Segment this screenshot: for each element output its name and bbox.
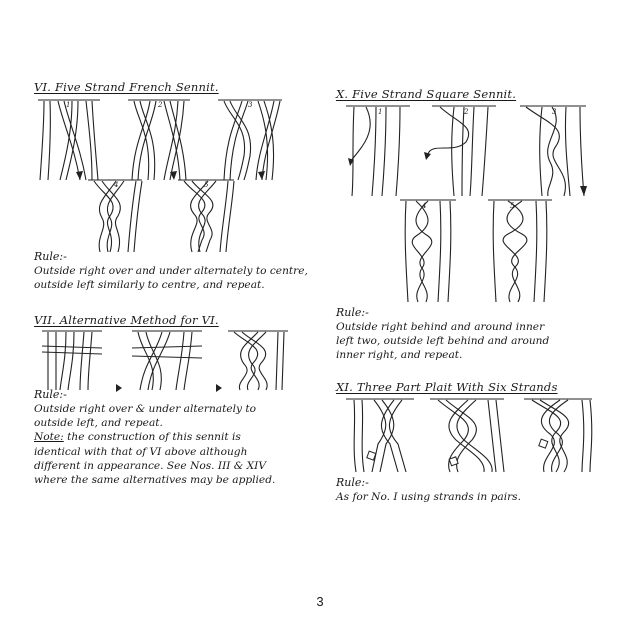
rule-label: Rule:- — [34, 388, 67, 401]
strand — [134, 101, 149, 180]
strand — [138, 332, 153, 390]
strand — [184, 181, 205, 252]
figure-vi-steps-1-3 — [30, 96, 290, 184]
step-label: 5 — [204, 181, 209, 189]
step-label: 5 — [510, 202, 515, 210]
figure-x-steps-1-3 — [336, 102, 596, 200]
figure-xi — [338, 396, 600, 474]
step-label: 2 — [158, 101, 163, 109]
strand — [230, 101, 248, 180]
arrow-icon — [216, 384, 222, 392]
figure-vii — [32, 328, 294, 392]
note-line: different in appearance. See Nos. III & XIV — [34, 459, 266, 472]
strand — [132, 346, 202, 358]
note-heading: Note: — [34, 431, 64, 444]
rule-line: Outside right behind and around inner — [336, 321, 545, 333]
rule-line: outside left, and repeat. — [34, 417, 163, 430]
rule-text-x — [336, 320, 549, 363]
arrow-icon — [580, 186, 587, 196]
rule-line: Outside right over & under alternately to — [34, 403, 257, 415]
step-label: 3 — [248, 101, 253, 109]
section-x-title: X. Five Strand Square Sennit. — [336, 87, 517, 101]
strand — [438, 201, 441, 302]
note-line: where the same alternatives may be applied. — [34, 474, 276, 487]
rule-label: Rule:- — [336, 476, 369, 489]
strand — [42, 346, 102, 354]
strand — [493, 201, 496, 302]
arrow-icon — [116, 384, 122, 392]
strand — [86, 101, 92, 180]
strand — [488, 400, 504, 472]
step-label: 3 — [552, 108, 557, 116]
step-label: 1 — [66, 101, 71, 109]
figure-x-steps-4-5 — [392, 196, 572, 306]
strand — [526, 107, 565, 196]
strand — [470, 107, 474, 196]
strand — [256, 101, 274, 180]
strand — [132, 101, 150, 180]
strand — [462, 107, 464, 196]
step-label: 4 — [422, 202, 427, 210]
strand — [230, 101, 251, 180]
rule-text-vii — [34, 402, 275, 487]
step-label: 1 — [378, 108, 383, 116]
rule-line: left two, outside left behind and around — [336, 335, 550, 348]
strand — [382, 107, 386, 196]
rule-line: As for No. I using strands in pairs. — [336, 491, 521, 503]
rule-line: inner right, and repeat. — [336, 349, 463, 362]
strand — [503, 201, 523, 302]
strand — [405, 201, 408, 302]
rule-text-xi — [336, 490, 521, 504]
rule-text-vi — [34, 264, 308, 292]
arrow-icon — [424, 152, 431, 160]
strand — [164, 101, 178, 180]
strand — [107, 181, 124, 252]
strand — [354, 400, 364, 472]
page-number: 3 — [316, 594, 324, 609]
strand — [548, 107, 557, 196]
strand — [452, 107, 454, 196]
step-label: 4 — [114, 181, 119, 189]
strand — [372, 400, 394, 472]
strand — [544, 201, 547, 302]
strand — [60, 332, 66, 390]
strand — [448, 201, 451, 302]
figure-vi-steps-4-5 — [80, 176, 260, 254]
strand — [372, 107, 376, 196]
rule-line: Outside right over and under alternately to centre, — [34, 265, 308, 277]
strand — [224, 101, 242, 180]
strand — [134, 181, 142, 252]
strand — [234, 332, 259, 390]
section-xi-title: XI. Three Part Plait With Six Strands — [336, 380, 558, 394]
section-vi-title: VI. Five Strand French Sennit. — [34, 80, 219, 94]
strand — [396, 107, 400, 196]
rule-line: outside left similarly to centre, and repeat. — [34, 279, 265, 292]
strand — [565, 107, 570, 196]
note-text: the construction of this sennit is — [63, 431, 241, 444]
pair-marker — [539, 439, 548, 448]
strand — [264, 101, 274, 180]
note-line — [34, 430, 275, 444]
strand — [92, 101, 98, 180]
strand — [48, 101, 50, 180]
strand — [184, 332, 192, 390]
strand — [540, 107, 542, 196]
strand — [40, 101, 44, 180]
rule-label: Rule:- — [34, 250, 67, 263]
step-label: 2 — [464, 108, 469, 116]
strand — [582, 400, 592, 472]
note-line: identical with that of VI above although — [34, 445, 248, 458]
strand — [176, 332, 184, 390]
section-vii-title: VII. Alternative Method for VI. — [34, 313, 219, 327]
rule-label: Rule:- — [336, 306, 369, 319]
strand — [534, 201, 537, 302]
strand — [68, 332, 74, 390]
strand — [352, 107, 354, 196]
strand — [88, 332, 92, 390]
strand — [580, 107, 584, 196]
strand — [276, 332, 284, 390]
strand — [224, 101, 245, 180]
strand — [381, 400, 406, 472]
strand — [258, 101, 268, 180]
strand — [140, 332, 162, 390]
strand — [80, 332, 84, 390]
strand — [482, 107, 488, 196]
